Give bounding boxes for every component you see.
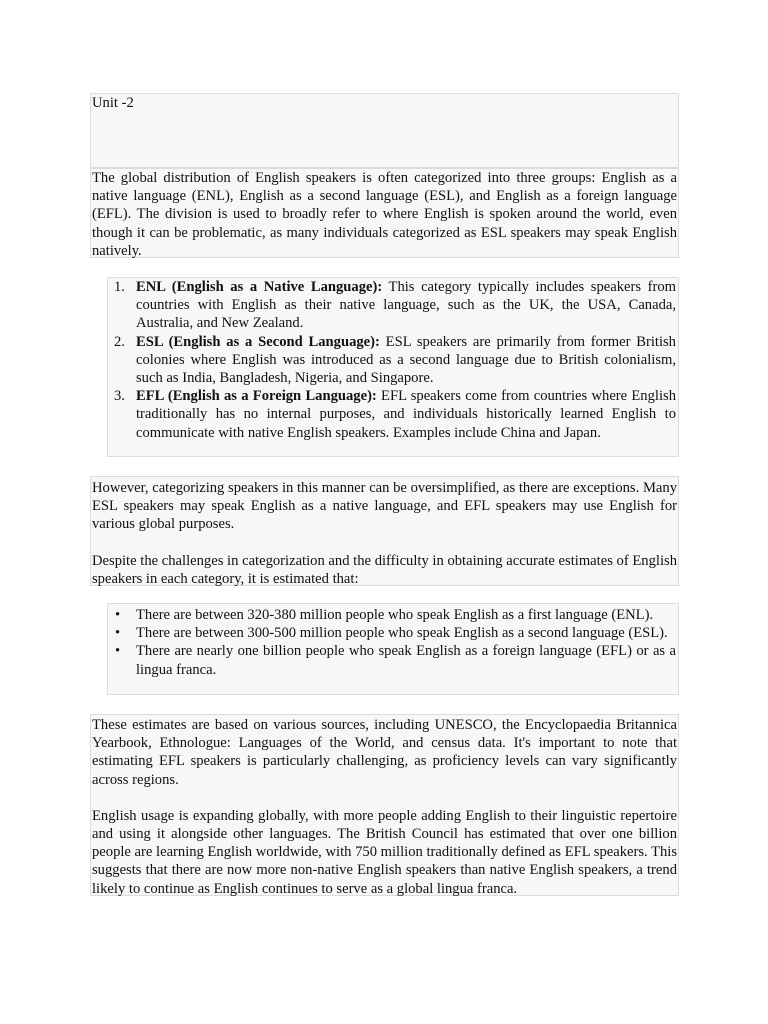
category-description: This category typically includes speakers from countries with English as their native language, such as the UK, the USA, Canada, Australia, and New Zealand. bbox=[136, 279, 676, 332]
category-term: ESL (English as a Second Language): bbox=[136, 333, 380, 350]
sources-block bbox=[90, 714, 679, 896]
list-number: 1. bbox=[114, 279, 125, 295]
category-item-enl bbox=[112, 278, 676, 333]
estimate-item-enl bbox=[112, 606, 676, 624]
category-term: ENL (English as a Native Language): bbox=[136, 279, 383, 295]
bullet-icon: • bbox=[115, 643, 121, 660]
estimates-list bbox=[112, 606, 676, 679]
category-description: EFL speakers come from countries where English traditionally has no internal purposes, and individuals historically learned English to communicate with native English speakers. Examples include China and Japan. bbox=[136, 388, 676, 441]
list-number: 2. bbox=[114, 333, 125, 350]
exceptions-block bbox=[90, 476, 679, 586]
estimate-text: There are between 320-380 million people who speak English as a first language (ENL). bbox=[136, 607, 654, 623]
categories-list-block bbox=[107, 277, 679, 457]
bullet-icon: • bbox=[115, 625, 121, 642]
estimates-list-block bbox=[107, 603, 679, 695]
sources-paragraph: These estimates are based on various sources, including UNESCO, the Encyclopaedia Britannica Yearbook, Ethnologue: Languages of the World, and census data. It's important to note that estimating EFL speakers is particularly challenging, as proficiency levels can vary significantly across regions. bbox=[92, 717, 677, 788]
categories-list bbox=[112, 278, 676, 442]
list-number: 3. bbox=[114, 388, 125, 405]
estimate-intro-paragraph: Despite the challenges in categorization and the difficulty in obtaining accurate estimates of English speakers in each category, it is estimated that: bbox=[92, 552, 677, 587]
estimate-item-esl bbox=[112, 624, 676, 642]
estimate-text: There are nearly one billion people who speak English as a foreign language (EFL) or as a lingua franca. bbox=[136, 643, 676, 678]
category-term: EFL (English as a Foreign Language): bbox=[136, 388, 377, 405]
category-description: ESL speakers are primarily from former British colonies where English was introduced as a second language due to British colonialism, such as India, Bangladesh, Nigeria, and Singapore. bbox=[136, 333, 676, 387]
unit-title-block bbox=[90, 93, 679, 168]
category-item-efl bbox=[112, 387, 676, 442]
intro-block bbox=[90, 168, 679, 258]
intro-paragraph: The global distribution of English speakers is often categorized into three groups: English as a native language (ENL), English as a second language (ESL), and English as a foreign language (EFL). The division is used to broadly refer to where English is spoken around the world, even though it can be problematic, as many individuals categorized as ESL speakers may speak English natively. bbox=[92, 170, 677, 259]
category-item-esl bbox=[112, 333, 676, 388]
exceptions-paragraph: However, categorizing speakers in this manner can be oversimplified, as there are exceptions. Many ESL speakers may speak English as a native language, and EFL speakers may use English for various global purposes. bbox=[92, 480, 677, 533]
estimate-text: There are between 300-500 million people who speak English as a second language (ESL). bbox=[136, 625, 668, 642]
growth-paragraph: English usage is expanding globally, with more people adding English to their linguistic repertoire and using it alongside other languages. The British Council has estimated that over one billion people are learning English worldwide, with 750 million traditionally defined as EFL speakers. This suggests that there are now more non-native English speakers than native English speakers, a trend likely to continue as English continues to serve as a global lingua franca. bbox=[92, 807, 677, 897]
unit-title: Unit -2 bbox=[92, 95, 134, 111]
estimate-item-efl bbox=[112, 642, 676, 678]
bullet-icon: • bbox=[115, 607, 121, 623]
